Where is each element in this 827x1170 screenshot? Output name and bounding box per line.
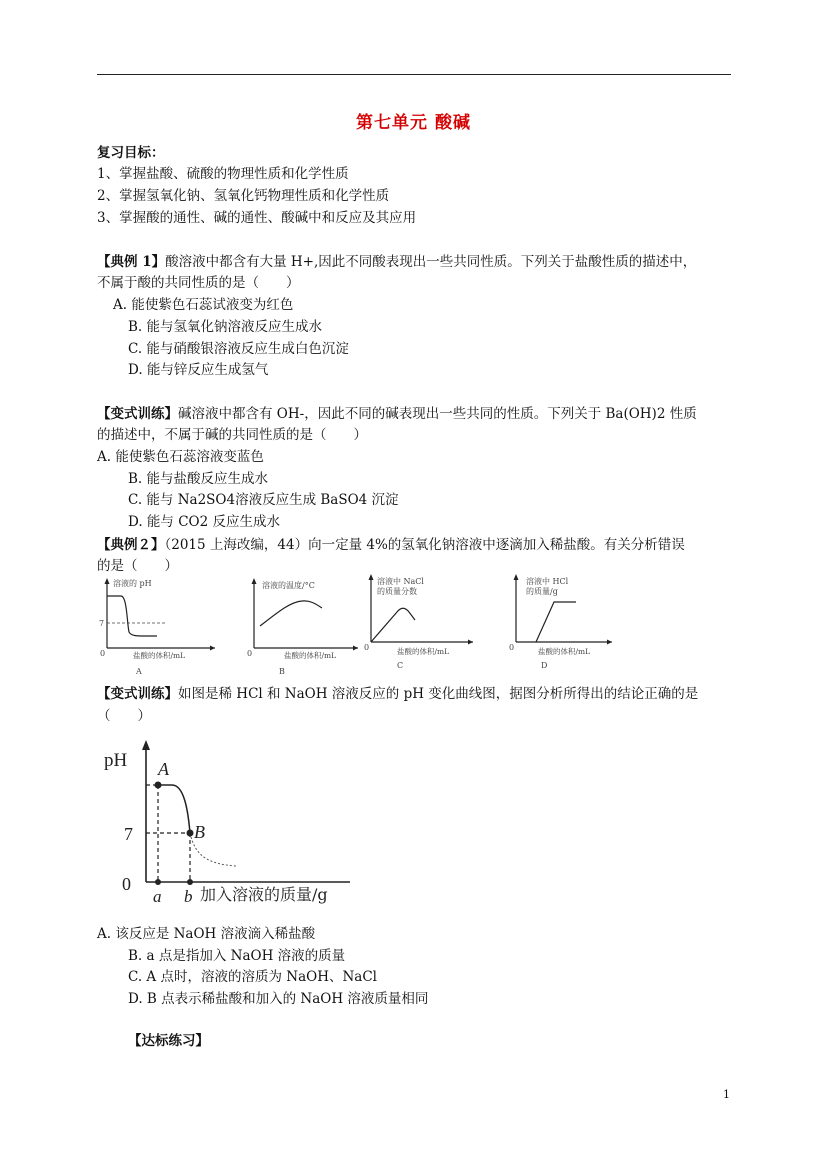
example2-line2: 的是（ ）: [97, 558, 178, 574]
training2-line2: （ ）: [97, 708, 151, 724]
objectives-heading: 复习目标：: [97, 145, 165, 161]
example1-option-d: D. 能与锌反应生成氢气: [128, 362, 269, 378]
page-number: 1: [723, 1088, 730, 1101]
training1-option-b: B. 能与盐酸反应生成水: [128, 471, 269, 487]
chart-c-curve: [371, 608, 415, 642]
chart-a-tick-7: 7: [99, 619, 105, 628]
x-arrow: [353, 646, 358, 651]
y-arrow: [142, 740, 150, 750]
chart-b-letter: B: [279, 667, 285, 676]
point-a: [155, 782, 162, 789]
objective-item: 2、掌握氢氧化钠、氢氧化钙物理性质和化学性质: [97, 188, 390, 204]
chart-a-curve: [107, 596, 157, 636]
training2-line1: 如图是稀 HCl 和 NaOH 溶液反应的 pH 变化曲线图，据图分析所得出的结论正确的是: [178, 686, 699, 702]
x-arrow: [210, 646, 215, 651]
y-arrow: [514, 574, 519, 580]
training1-tag: 【变式训练】: [97, 406, 178, 422]
training2-tag: 【变式训练】: [97, 686, 178, 702]
chart-d-letter: D: [541, 661, 548, 670]
tick-7-label: 7: [124, 824, 133, 844]
point-b: [187, 830, 194, 837]
training1-option-a: A. 能使紫色石蕊溶液变蓝色: [97, 449, 264, 465]
example2-tag: 【典例２】: [97, 537, 165, 553]
example1-question: [97, 252, 696, 272]
example1-option-c: C. 能与硝酸银溶液反应生成白色沉淀: [128, 341, 349, 357]
chart-d-origin: 0: [509, 643, 515, 652]
chart-c-ylabel-2: 的质量分数: [377, 587, 417, 596]
training2-question: [97, 684, 698, 704]
example2-line1: （2015 上海改编，44）向一定量 4%的氢氧化钠溶液中逐滴加入稀盐酸。有关分析错误: [164, 537, 685, 553]
point-b-label: B: [194, 822, 205, 842]
training2-option-a: A. 该反应是 NaOH 溶液滴入稀盐酸: [97, 926, 316, 942]
chart-c-ylabel: 溶液中 NaCl: [377, 577, 424, 586]
example2-chart-d: [506, 570, 620, 672]
training2-option-d: D. B 点表示稀盐酸和加入的 NaOH 溶液质量相同: [128, 991, 429, 1007]
training1-line1: 碱溶液中都含有 OH-，因此不同的碱表现出一些共同的性质。下列关于 Ba(OH)2 性质: [178, 406, 697, 422]
x-axis-label: 加入溶液的质量/g: [200, 885, 328, 904]
objective-item: 3、掌握酸的通性、碱的通性、酸碱中和反应及其应用: [97, 210, 417, 226]
example1-option-a: A. 能使紫色石蕊试液变为红色: [113, 297, 294, 313]
chart-a-letter: A: [136, 667, 142, 676]
chart-b-ylabel: 溶液的温度/°C: [262, 581, 315, 590]
tick-b-label: b: [184, 887, 193, 906]
chart-b-xlabel: 盐酸的体积/mL: [284, 651, 337, 660]
example2-chart-a: [97, 574, 222, 680]
objective-item: 1、掌握盐酸、硫酸的物理性质和化学性质: [97, 166, 349, 182]
chart-a-origin: 0: [100, 649, 106, 658]
example2-chart-b: [244, 574, 366, 680]
chart-d-ylabel: 溶液中 HCl: [526, 577, 569, 586]
chart-a-ylabel: 溶液的 pH: [113, 579, 152, 588]
y-arrow: [105, 578, 110, 584]
training1-option-d: D. 能与 CO2 反应生成水: [128, 514, 280, 530]
point-a-label: A: [158, 759, 169, 779]
training2-option-b: B. a 点是指加入 NaOH 溶液的质量: [128, 948, 346, 964]
header-rule: [97, 74, 731, 75]
chart-a-xlabel: 盐酸的体积/mL: [133, 651, 186, 660]
x-arrow: [468, 640, 473, 645]
example1-tag: 【典例 1】: [97, 254, 166, 270]
example2-chart-c: [361, 570, 481, 672]
chart-c-origin: 0: [364, 643, 370, 652]
origin-label: 0: [122, 874, 131, 894]
y-arrow: [369, 574, 374, 580]
example2-question: [97, 535, 685, 555]
chart-d-curve: [536, 602, 576, 642]
chart-b-curve: [260, 601, 322, 626]
chart-d-ylabel-2: 的质量/g: [526, 587, 558, 596]
ph-axis-label: pH: [104, 750, 128, 771]
chart-d-xlabel: 盐酸的体积/mL: [538, 647, 591, 656]
tick-a-label: a: [153, 887, 162, 906]
training2-option-c: C. A 点时，溶液的溶质为 NaOH、NaCl: [128, 969, 377, 985]
example1-option-b: B. 能与氢氧化钠溶液反应生成水: [128, 319, 323, 335]
chart-b-origin: 0: [247, 649, 253, 658]
chart-c-xlabel: 盐酸的体积/mL: [397, 647, 450, 656]
x-arrow: [607, 640, 612, 645]
tick-a-dot: [155, 879, 161, 885]
training1-line2: 的描述中，不属于碱的共同性质的是（ ）: [97, 427, 367, 443]
example1-line1: 酸溶液中都含有大量 H+,因此不同酸表现出一些共同性质。下列关于盐酸性质的描述中，: [165, 254, 697, 270]
practice-heading: 【达标练习】: [128, 1033, 209, 1049]
page-title: 第七单元 酸碱: [356, 113, 471, 133]
example1-line2: 不属于酸的共同性质的是（ ）: [97, 275, 300, 291]
ph-curve: [158, 785, 190, 833]
tick-b-dot: [187, 879, 193, 885]
training1-question: [97, 404, 697, 424]
chart-c-letter: C: [397, 661, 404, 670]
training1-option-c: C. 能与 Na2SO4溶液反应生成 BaSO4 沉淀: [128, 492, 399, 508]
y-arrow: [252, 578, 257, 584]
ph-curve-chart: [100, 738, 360, 910]
